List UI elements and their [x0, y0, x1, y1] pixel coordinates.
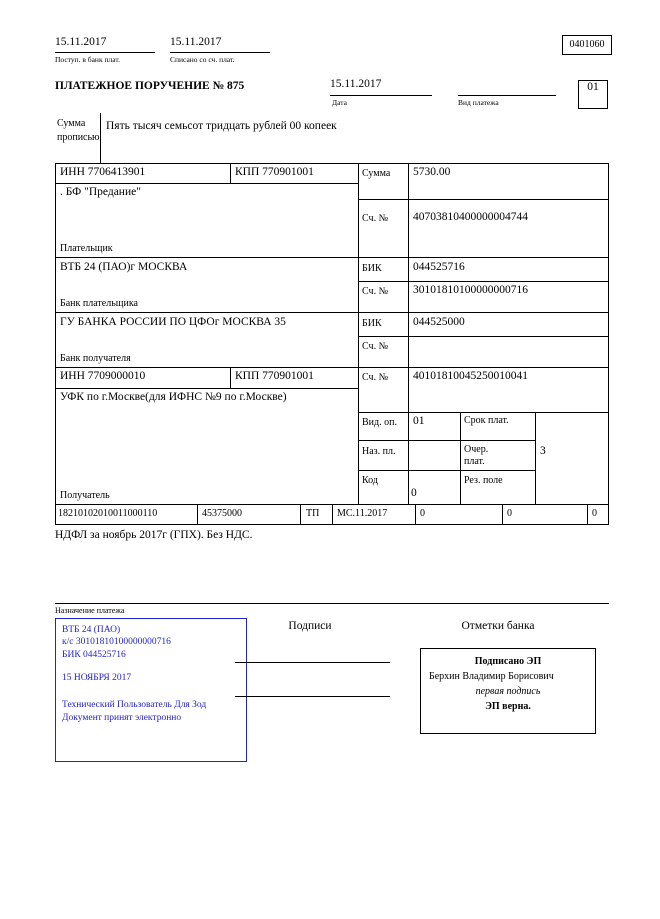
- divider: [408, 163, 409, 504]
- divider: [55, 257, 609, 258]
- form-code-box: 0401060: [562, 35, 612, 55]
- payer-inn: ИНН 7706413901: [60, 166, 146, 178]
- payer-bank-bik-label: БИК: [362, 263, 382, 274]
- stamp-user: Технический Пользователь Для Зод: [62, 700, 207, 711]
- signature-stamp-box: [420, 648, 596, 734]
- amount-value: 5730.00: [413, 166, 451, 178]
- divider: [55, 163, 56, 524]
- received-date-label: Поступ. в банк плат.: [55, 55, 120, 64]
- amount-words-value: Пять тысяч семьсот тридцать рублей 00 копеек: [106, 120, 337, 132]
- stamp-bank-name: ВТБ 24 (ПАО): [62, 625, 121, 635]
- divider: [55, 603, 609, 604]
- payer-name: . БФ "Предание": [60, 186, 141, 198]
- stamp-bik: БИК 044525716: [62, 649, 126, 660]
- divider: [358, 199, 609, 200]
- signature-line-1: [235, 648, 390, 663]
- amount-label: Сумма: [362, 168, 391, 179]
- payer-bank-bik-value: 044525716: [413, 261, 465, 273]
- spacer: [62, 684, 240, 699]
- stamp-note: Документ принят электронно: [62, 712, 182, 723]
- signature-line-2: [235, 682, 390, 697]
- ep-signed-label: Подписано ЭП: [474, 656, 542, 667]
- divider: [358, 440, 535, 441]
- tax-field-basis: ТП: [306, 508, 320, 519]
- divider: [100, 113, 101, 163]
- divider: [358, 163, 359, 504]
- payer-bank-name: ВТБ 24 (ПАО)г МОСКВА: [60, 261, 188, 273]
- tax-field-number: 0: [420, 508, 425, 519]
- divider: [55, 312, 609, 313]
- divider: [608, 163, 609, 524]
- divider: [358, 470, 535, 471]
- divider: [535, 412, 536, 504]
- beneficiary-bank-bik-value: 044525000: [413, 316, 465, 328]
- divider: [460, 412, 461, 504]
- stamp-date: 15 НОЯБРЯ 2017: [62, 673, 132, 684]
- beneficiary-bank-label: Банк получателя: [60, 353, 131, 364]
- divider: [230, 367, 231, 388]
- code-label: Код: [362, 475, 378, 486]
- divider: [55, 367, 609, 368]
- payer-kpp: КПП 770901001: [235, 166, 314, 178]
- beneficiary-bank-account-label: Сч. №: [362, 341, 389, 352]
- doc-date-field: 15.11.2017: [330, 78, 432, 96]
- page-title: ПЛАТЕЖНОЕ ПОРУЧЕНИЕ № 875: [55, 80, 245, 92]
- tax-field-type: 0: [592, 508, 597, 519]
- divider: [358, 281, 609, 282]
- divider: [55, 388, 358, 389]
- beneficiary-account-value: 40101810045250010041: [413, 370, 528, 382]
- payment-kind-field: [458, 78, 556, 96]
- beneficiary-kpp: КПП 770901001: [235, 370, 314, 382]
- amount-words-label-1: Сумма: [57, 118, 86, 129]
- order-label: Очер. плат.: [464, 444, 489, 467]
- payer-account-value: 40703810400000004744: [413, 211, 528, 223]
- payer-bank-account-label: Сч. №: [362, 286, 389, 297]
- payment-purpose-text: НДФЛ за ноябрь 2017г (ГПХ). Без НДС.: [55, 529, 253, 541]
- divider: [55, 183, 358, 184]
- purpose-code-label: Наз. пл.: [362, 446, 396, 457]
- payer-bank-label: Банк плательщика: [60, 298, 138, 309]
- beneficiary-bank-bik-label: БИК: [362, 318, 382, 329]
- bank-stamp-blue: [55, 618, 247, 762]
- stamp-corr-account: к/с 30101810100000000716: [62, 637, 171, 648]
- divider: [300, 504, 301, 524]
- beneficiary-bank-name: ГУ БАНКА РОССИИ ПО ЦФОг МОСКВА 35: [60, 316, 286, 328]
- reserve-field-label: Рез. поле: [464, 475, 503, 486]
- tax-field-oktmo: 45375000: [202, 508, 242, 519]
- amount-words-label-2: прописью: [57, 132, 100, 143]
- divider: [55, 524, 609, 525]
- op-kind-value: 01: [413, 415, 425, 427]
- doc-type-box: 01: [578, 80, 608, 109]
- divider: [358, 336, 609, 337]
- divider: [415, 504, 416, 524]
- signatures-heading: Подписи: [288, 620, 332, 632]
- divider: [230, 163, 231, 183]
- tax-field-period: МС.11.2017: [337, 508, 388, 519]
- beneficiary-account-label: Сч. №: [362, 372, 389, 383]
- divider: [502, 504, 503, 524]
- order-value: 3: [540, 445, 546, 457]
- divider: [332, 504, 333, 524]
- divider: [55, 163, 609, 164]
- due-date-label: Срок плат.: [464, 415, 509, 426]
- ep-valid-label: ЭП верна.: [485, 701, 531, 712]
- debited-date-label: Списано со сч. плат.: [170, 55, 235, 64]
- payer-label: Плательщик: [60, 243, 113, 254]
- spacer: [62, 661, 240, 672]
- beneficiary-inn: ИНН 7709000010: [60, 370, 146, 382]
- code-value: 0: [411, 487, 417, 499]
- payment-purpose-label: Назначение платежа: [55, 606, 125, 615]
- beneficiary-name: УФК по г.Москве(для ИФНС №9 по г.Москве): [60, 391, 287, 403]
- payer-bank-account-value: 30101810100000000716: [413, 284, 528, 296]
- debited-date-field: 15.11.2017: [170, 36, 270, 53]
- divider: [197, 504, 198, 524]
- doc-date-label: Дата: [332, 98, 347, 107]
- payment-kind-label: Вид платежа: [458, 98, 499, 107]
- bank-marks-heading: Отметки банка: [461, 620, 535, 632]
- tax-field-date: 0: [507, 508, 512, 519]
- divider: [587, 504, 588, 524]
- beneficiary-label: Получатель: [60, 490, 110, 501]
- payer-account-label: Сч. №: [362, 213, 389, 224]
- received-date-field: 15.11.2017: [55, 36, 155, 53]
- tax-field-kbk: 18210102010011000110: [58, 508, 158, 519]
- op-kind-label: Вид. оп.: [362, 417, 397, 428]
- divider: [358, 412, 609, 413]
- ep-signature-role: первая подпись: [475, 686, 541, 697]
- ep-signer-name: Берхин Владимир Борисович: [429, 671, 554, 682]
